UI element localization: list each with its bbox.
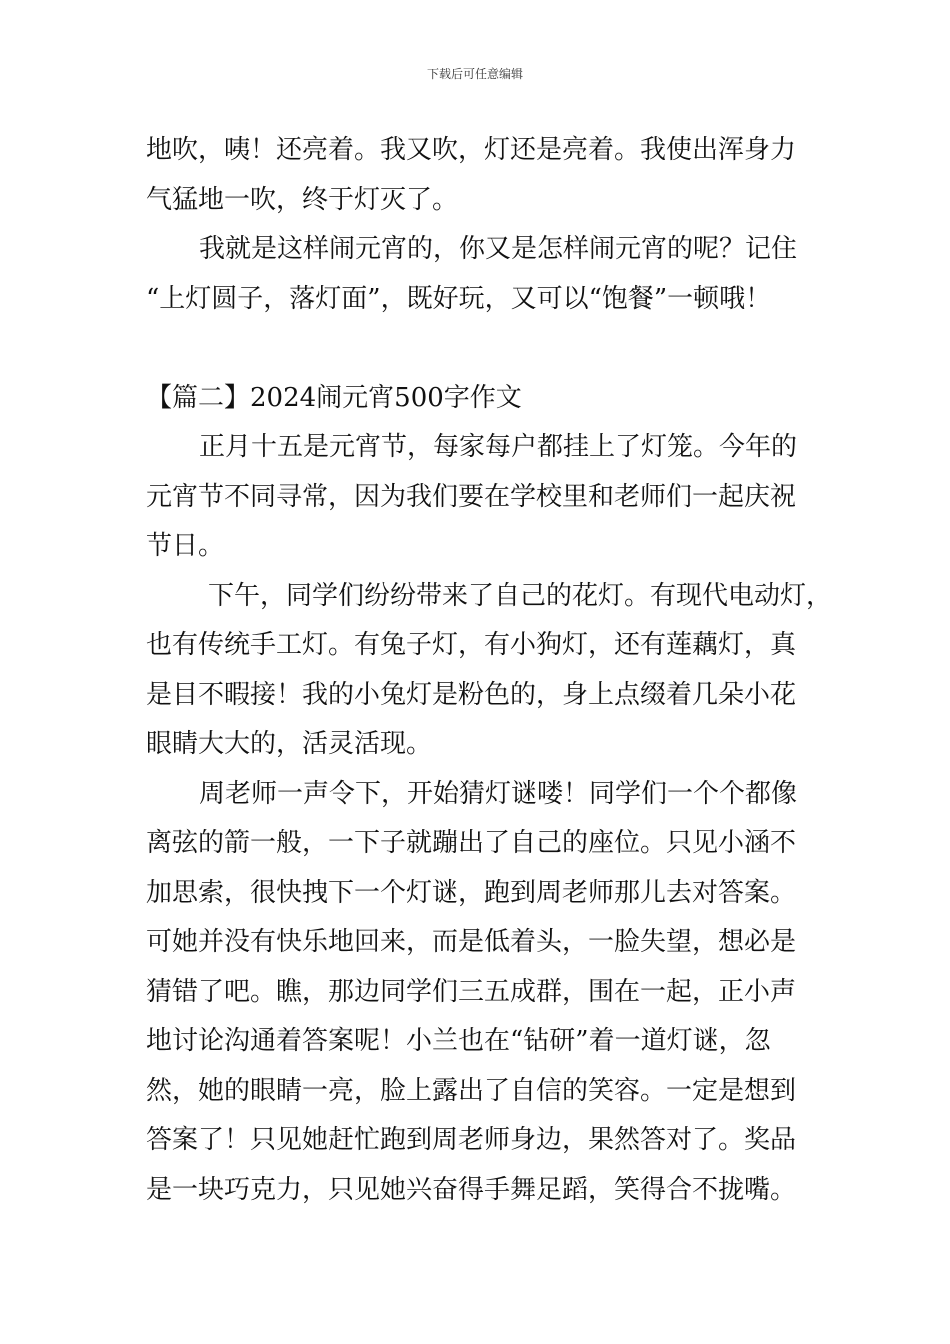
paragraph-line: 然，她的眼睛一亮，脸上露出了自信的笑容。一定是想到 (146, 1075, 797, 1106)
document-body (146, 126, 833, 1215)
paragraph-line: 我就是这样闹元宵的，你又是怎样闹元宵的呢？记住 (199, 234, 798, 264)
paragraph-line: 也有传统手工灯。有兔子灯，有小狗灯，还有莲藕灯，真 (146, 630, 797, 660)
paragraph-line: 地讨论沟通着答案呢！小兰也在“钻研”着一道灯谜，忽 (146, 1026, 771, 1056)
paragraph-line: 猜错了吧。瞧，那边同学们三五成群，围在一起，正小声 (146, 976, 797, 1007)
paragraph-line: 是目不暇接！我的小兔灯是粉色的，身上点缀着几朵小花 (146, 679, 797, 710)
paragraph-line: 正月十五是元宵节，每家每户都挂上了灯笼。今年的 (199, 432, 798, 462)
section-gap (146, 324, 816, 374)
page-header: 下载后可任意编辑 (426, 67, 523, 81)
paragraph-line: 加思索，很快拽下一个灯谜，跑到周老师那儿去对答案。 (146, 877, 797, 908)
section-title: 【篇二】2024闹元宵500字作文 (146, 382, 522, 413)
paragraph-line: 下午，同学们纷纷带来了自己的花灯。有现代电动灯， (208, 580, 833, 611)
paragraph-line: 离弦的箭一般，一下子就蹦出了自己的座位。只见小涵不 (146, 828, 797, 858)
paragraph-line: 答案了！只见她赶忙跑到周老师身边，果然答对了。奖品 (146, 1125, 797, 1155)
paragraph-line: 元宵节不同寻常，因为我们要在学校里和老师们一起庆祝 (146, 481, 797, 512)
paragraph-line: 节日。 (146, 531, 225, 561)
paragraph-line: 地吹，咦！还亮着。我又吹，灯还是亮着。我使出浑身力 (146, 135, 797, 165)
paragraph-line: 周老师一声令下，开始猜灯谜喽！同学们一个个都像 (199, 778, 798, 809)
paragraph-line: “上灯圆子，落灯面”，既好玩，又可以“饱餐”一顿哦！ (146, 283, 772, 314)
paragraph-line: 是一块巧克力，只见她兴奋得手舞足蹈，笑得合不拢嘴。 (146, 1174, 797, 1205)
paragraph-line: 可她并没有快乐地回来，而是低着头，一脸失望，想必是 (146, 927, 797, 957)
paragraph-line: 眼睛大大的，活灵活现。 (146, 729, 433, 759)
paragraph-line: 气猛地一吹，终于灯灭了。 (146, 184, 459, 215)
